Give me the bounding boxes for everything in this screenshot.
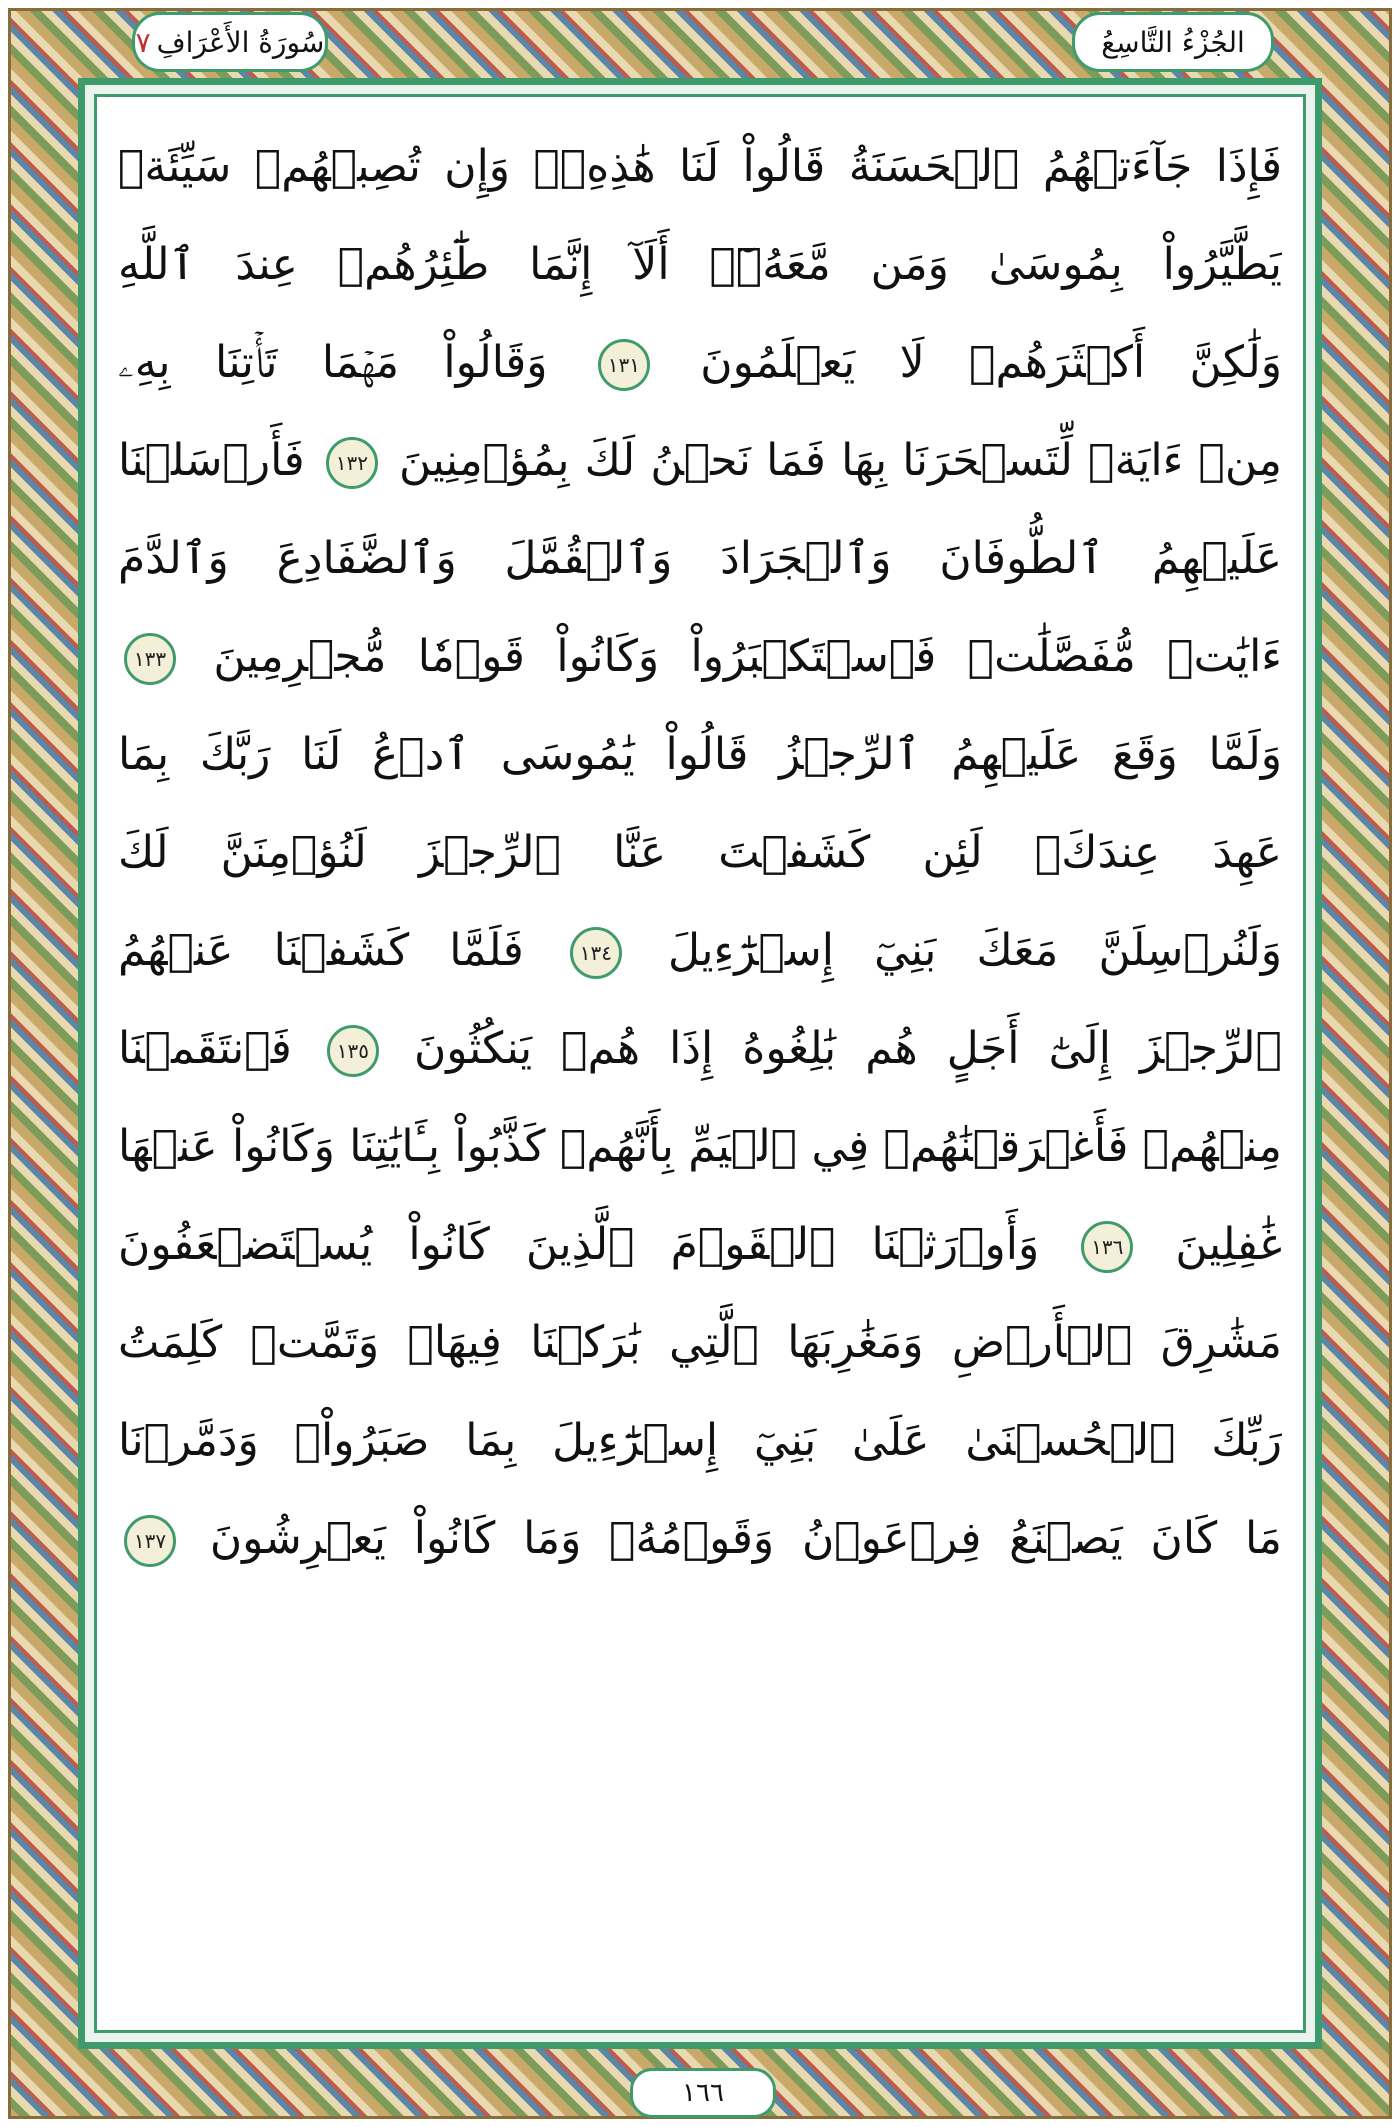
verse-text: فَٱنتَقَمۡنَا [118, 1023, 292, 1074]
quran-text [118, 118, 1282, 1978]
text-line [118, 1392, 1282, 1490]
text-line [118, 1098, 1282, 1196]
surah-title [132, 12, 328, 72]
verse-number-marker: ١٣٥ [327, 1025, 379, 1077]
verse-text: فَلَمَّا كَشَفۡنَا عَنۡهُمُ [118, 925, 524, 976]
verse-number-marker: ١٣٦ [1081, 1221, 1133, 1273]
text-line [118, 314, 1282, 412]
surah-number: ٧ [135, 25, 151, 59]
verse-text: وَقَالُواْ مَهۡمَا تَأۡتِنَا بِهِۦ [118, 337, 548, 388]
verse-text: رَبِّكَ ٱلۡحُسۡنَىٰ عَلَىٰ بَنِيٓ إِسۡرَٰٓءِيلَ بِمَا صَبَرُواْۖ وَدَمَّرۡنَا [118, 1415, 1282, 1466]
text-line [118, 216, 1282, 314]
text-line [118, 608, 1282, 706]
text-line [118, 1000, 1282, 1098]
verse-text: وَلَنُرۡسِلَنَّ مَعَكَ بَنِيٓ إِسۡرَٰٓءِيلَ [667, 925, 1282, 976]
text-line [118, 902, 1282, 1000]
verse-number-marker: ١٣١ [598, 339, 650, 391]
verse-number-marker: ١٣٤ [570, 927, 622, 979]
verse-text: مَشَٰرِقَ ٱلۡأَرۡضِ وَمَغَٰرِبَهَا ٱلَّتِي بَٰرَكۡنَا فِيهَاۖ وَتَمَّتۡ كَلِمَتُ [118, 1317, 1282, 1368]
page-number-label: ١٦٦ [682, 2078, 724, 2108]
verse-text: عَلَيۡهِمُ ٱلطُّوفَانَ وَٱلۡجَرَادَ وَٱلۡقُمَّلَ وَٱلضَّفَادِعَ وَٱلدَّمَ [118, 533, 1282, 584]
verse-text: وَلَٰكِنَّ أَكۡثَرَهُمۡ لَا يَعۡلَمُونَ [700, 337, 1282, 388]
text-line [118, 706, 1282, 804]
juz-title [1072, 12, 1274, 72]
text-line [118, 412, 1282, 510]
surah-label: سُورَةُ الأَعْرَافِ [156, 25, 325, 59]
verse-text: عَهِدَ عِندَكَۖ لَئِن كَشَفۡتَ عَنَّا ٱلرِّجۡزَ لَنُؤۡمِنَنَّ لَكَ [118, 827, 1282, 878]
verse-text: ءَايَٰتٖ مُّفَصَّلَٰتٖ فَٱسۡتَكۡبَرُواْ وَكَانُواْ قَوۡمٗا مُّجۡرِمِينَ [213, 631, 1282, 682]
verse-text: وَأَوۡرَثۡنَا ٱلۡقَوۡمَ ٱلَّذِينَ كَانُواْ يُسۡتَضۡعَفُونَ [118, 1219, 1040, 1270]
verse-number-marker: ١٣٣ [124, 633, 176, 685]
verse-number-marker: ١٣٧ [124, 1515, 176, 1567]
text-line [118, 1196, 1282, 1294]
verse-text: وَلَمَّا وَقَعَ عَلَيۡهِمُ ٱلرِّجۡزُ قَالُواْ يَٰمُوسَى ٱدۡعُ لَنَا رَبَّكَ بِمَا [118, 729, 1282, 780]
text-line [118, 510, 1282, 608]
page-number [630, 2068, 776, 2118]
text-line [118, 118, 1282, 216]
verse-text: غَٰفِلِينَ [1175, 1219, 1282, 1270]
text-line [118, 804, 1282, 902]
verse-number-marker: ١٣٢ [326, 437, 378, 489]
verse-text: ٱلرِّجۡزَ إِلَىٰٓ أَجَلٍ هُم بَٰلِغُوهُ إِذَا هُمۡ يَنكُثُونَ [413, 1023, 1282, 1074]
juz-label: الجُزْءُ التَّاسِعُ [1101, 25, 1245, 59]
verse-text: مَا كَانَ يَصۡنَعُ فِرۡعَوۡنُ وَقَوۡمُهُۥ وَمَا كَانُواْ يَعۡرِشُونَ [209, 1513, 1282, 1564]
verse-text: مِنۡ ءَايَةٖ لِّتَسۡحَرَنَا بِهَا فَمَا نَحۡنُ لَكَ بِمُؤۡمِنِينَ [399, 435, 1282, 486]
verse-text: يَطَّيَّرُواْ بِمُوسَىٰ وَمَن مَّعَهُۥٓۗ أَلَآ إِنَّمَا طَٰٓئِرُهُمۡ عِندَ ٱللَّهِ [118, 239, 1282, 290]
verse-text: فَأَرۡسَلۡنَا [118, 435, 305, 486]
text-line [118, 1294, 1282, 1392]
verse-text: فَإِذَا جَآءَتۡهُمُ ٱلۡحَسَنَةُ قَالُواْ لَنَا هَٰذِهِۦۖ وَإِن تُصِبۡهُمۡ سَيِّئَةٞ [118, 141, 1282, 192]
verse-text: مِنۡهُمۡ فَأَغۡرَقۡنَٰهُمۡ فِي ٱلۡيَمِّ بِأَنَّهُمۡ كَذَّبُواْ بِـَٔايَٰتِنَا وَكَانُواْ عَنۡهَا [118, 1121, 1282, 1172]
text-line [118, 1490, 1282, 1588]
